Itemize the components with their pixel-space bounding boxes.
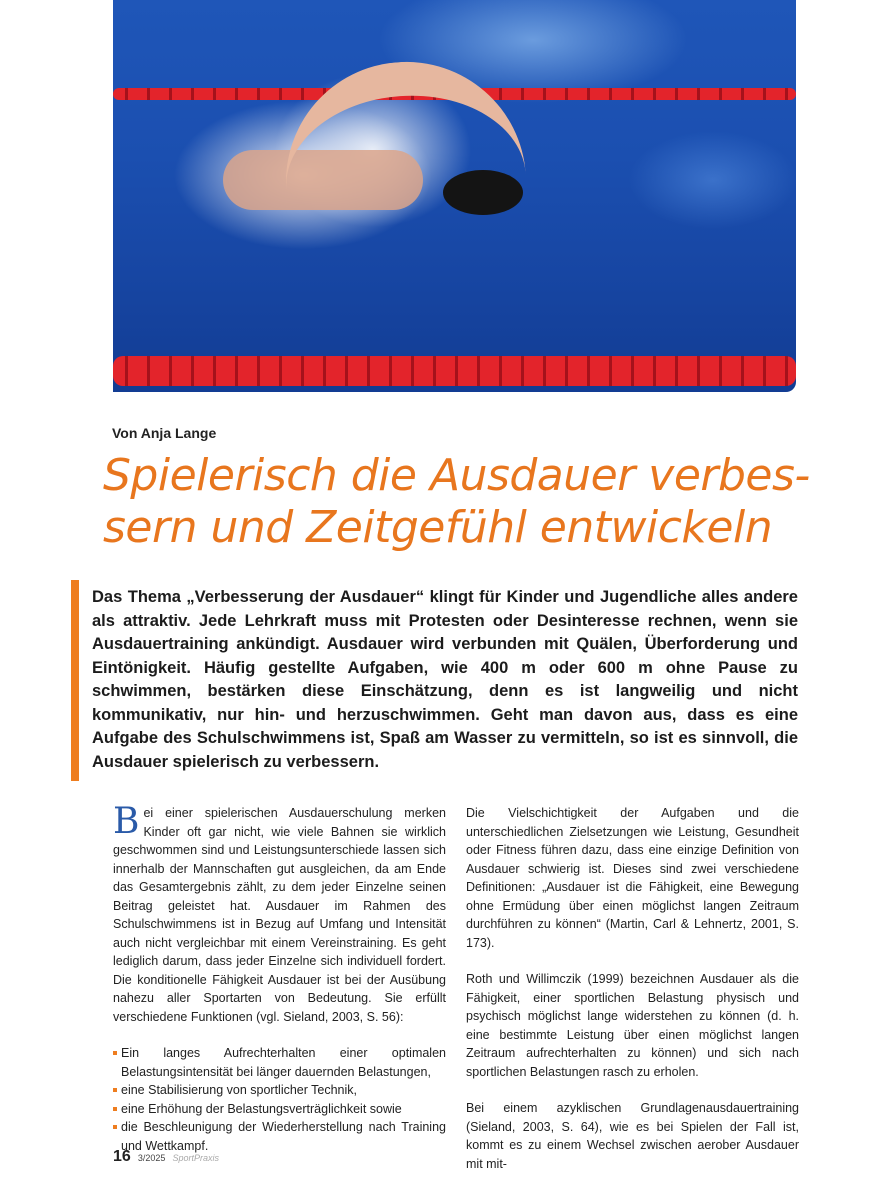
list-item: eine Erhöhung der Belastungsverträglichkeit sowie [113, 1100, 446, 1119]
drop-cap: B [113, 801, 140, 842]
body-column-right [466, 804, 799, 1191]
body-paragraph-2: Die Vielschichtigkeit der Aufgaben und die unterschiedlichen Zielsetzungen wie Leistung, Gesundheit oder Fitness führen dazu, dass eine einzige Definition von Ausdauer schwierig ist. Dieses sind zwei verschiedene Definitionen: „Ausdauer ist die Fähigkeit, eine Bewegung ohne Ermüdung über einen möglichst langen Zeitraum durchführen zu können“ (Martin, Carl & Lehnertz, 2001, S. 173). [466, 806, 799, 950]
function-list [113, 1044, 446, 1155]
magazine-name: SportPraxis [172, 1153, 219, 1163]
body-paragraph-1 [113, 801, 446, 1026]
lane-rope-bottom [113, 356, 796, 386]
article-headline [103, 450, 823, 554]
article-lead: Das Thema „Verbesserung der Ausdauer“ klingt für Kinder und Jugendliche alles andere als attraktiv. Jede Lehrkraft muss mit Protesten oder Desinteresse rechnen, wenn sie Ausdauertraining ankündigt. Ausdauer wird verbunden mit Quälen, Überforderung und Eintönigkeit. Häufig gestellte Aufgaben, wie 400 m oder 600 m ohne Pause zu schwimmen, bestärken diese Einschätzung, denn es ist langweilig und nicht kommunikativ, nur hin- und herzuschwimmen. Geht man davon aus, dass es eine Aufgabe des Schulschwimmens ist, Spaß am Wasser zu vermitteln, so ist es sinnvoll, die Ausdauer spielerisch zu verbessern. [92, 588, 798, 771]
list-item: eine Stabilisierung von sportlicher Technik, [113, 1081, 446, 1100]
list-item: Ein langes Aufrechterhalten einer optimalen Belastungsintensität bei länger dauernden Belastungen, [113, 1044, 446, 1081]
list-item: die Beschleunigung der Wiederherstellung nach Training und Wettkampf. [113, 1118, 446, 1155]
headline-text: Spielerisch die Ausdauer verbes-sern und Zeitgefühl entwickeln [103, 450, 810, 553]
body-column-left [113, 801, 446, 1155]
page-number: 16 [113, 1148, 131, 1165]
page-footer [113, 1148, 219, 1166]
issue-number: 3/2025 [137, 1153, 166, 1163]
swimmer-cap [443, 170, 523, 215]
author-byline: Von Anja Lange [112, 425, 217, 441]
body-paragraph-3: Roth und Willimczik (1999) bezeichnen Ausdauer als die Fähigkeit, einer sportlichen Belastung physisch und psychisch möglichst lange widerstehen zu können (d. h. eine bestimmte Leistung über einen möglichst langen Zeitraum aufrechterhalten zu können) und sich nach sportlichen Belastungen rasch zu erholen. [466, 972, 799, 1079]
swimmer-photo [113, 0, 796, 392]
lead-accent-bar [71, 580, 79, 781]
body-paragraph-1-text: ei einer spielerischen Ausdauerschulung merken Kinder oft gar nicht, wie viele Bahnen sie wirklich geschwommen sind und Leistungsunterschiede lassen sich innerhalb der Mannschaften gut ausgleichen, da am Ende das Gesamtergebnis zählt, zu dem jeder Einzelne seinen Beitrag geleistet hat. Ausdauer im Rahmen des Schulschwimmens ist in Bezug auf Umfang und Intensität auch nicht vergleichbar mit einem Vereinstraining. Es geht lediglich darum, dass jeder Einzelne sich individuell fordert. Die konditionelle Fähigkeit Ausdauer ist bei der Ausübung nahezu aller Sportarten von Bedeutung. Sie erfüllt verschiedene Funktionen (vgl. Sieland, 2003, S. 56): [113, 806, 446, 1024]
body-paragraph-4: Bei einem azyklischen Grundlagenausdauertraining (Sieland, 2003, S. 64), wie es bei Spielen der Fall ist, kommt es zu einem Wechsel zwischen aerober Ausdauer mit mit- [466, 1101, 799, 1171]
